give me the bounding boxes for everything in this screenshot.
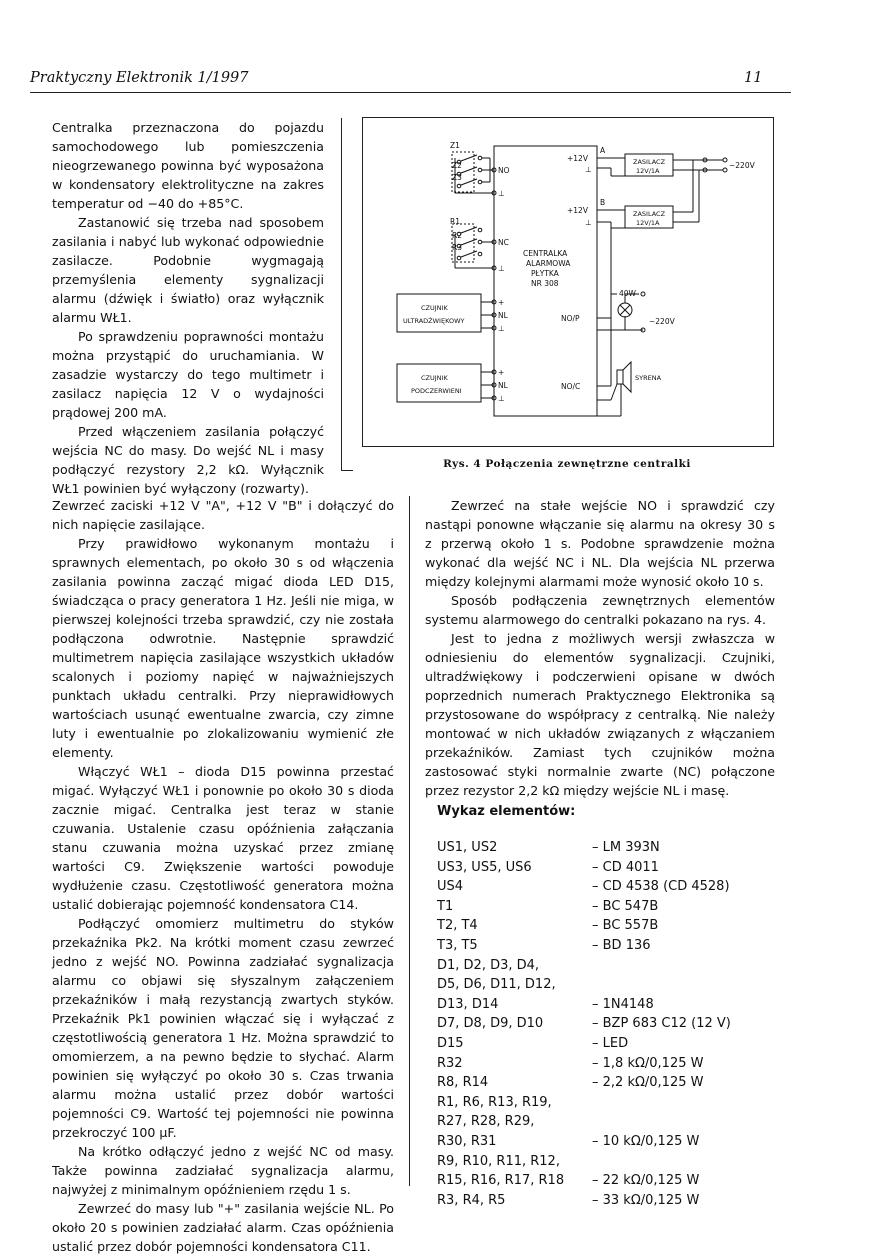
parts-list-row: [437, 1034, 777, 1054]
part-value: [592, 956, 777, 976]
part-designators: T2, T4: [437, 918, 478, 934]
part-designators: R1, R6, R13, R19,: [437, 1094, 552, 1110]
sensor-1-label: ULTRADŹWIĘKOWY: [403, 317, 465, 325]
part-designators: D15: [437, 1035, 464, 1051]
part-value: – 33 kΩ/0,125 W: [592, 1192, 700, 1208]
part-value: [592, 1093, 777, 1113]
input-label: NC: [498, 238, 509, 247]
part-value: – BD 136: [592, 937, 651, 953]
input-label: ⊥: [498, 189, 505, 198]
paragraph: Zastanowić się trzeba nad sposobem zasilania i nabyć lub wykonać odpowiednie zasilacze. Podobnie wygmagają przemyślenia elementy sygnalizacji alarmu (dźwięk i światło) oraz wyłącznik alarmu WŁ1.: [52, 215, 324, 325]
figure-frame: [362, 117, 774, 447]
journal-title: Praktyczny Elektronik 1/1997: [30, 70, 249, 86]
input-label: ⊥: [498, 324, 505, 333]
part-designators: R15, R16, R17, R18: [437, 1173, 565, 1189]
psu-b-text: ZASILACZ: [633, 210, 666, 218]
part-designators: R3, R4, R5: [437, 1192, 506, 1208]
part-designators: US4: [437, 879, 464, 895]
part-value: – CD 4538 (CD 4528): [592, 879, 730, 895]
part-value: – BZP 683 C12 (12 V): [592, 1016, 731, 1032]
text-column-bottom-left: [52, 496, 394, 1256]
part-value: – LED: [592, 1035, 629, 1051]
parts-list-row: [437, 936, 777, 956]
part-designators: T3, T5: [437, 937, 478, 953]
psu-a-text: 12V/1A: [636, 167, 660, 175]
column-rule-top: [341, 118, 342, 470]
input-label: NL: [498, 381, 508, 390]
part-designators: D5, D6, D11, D12,: [437, 977, 556, 993]
part-value: – 1N4148: [592, 996, 654, 1012]
parts-list: [437, 838, 777, 1210]
parts-list-row: [437, 897, 777, 917]
part-value: – CD 4011: [592, 859, 659, 875]
parts-list-row: [437, 1191, 777, 1211]
input-label: ⊥: [498, 264, 505, 273]
lamp-label: 40W: [619, 289, 636, 298]
parts-list-row: [437, 1132, 777, 1152]
part-designators: D13, D14: [437, 996, 499, 1012]
part-designators: D1, D2, D3, D4,: [437, 957, 540, 973]
figure-caption: Rys. 4 Połączenia zewnętrzne centralki: [443, 458, 691, 470]
sensor-1-label: CZUJNIK: [421, 304, 448, 312]
parts-list-row: [437, 975, 777, 995]
siren-label: SYRENA: [635, 374, 662, 382]
switch-label: Z2: [452, 161, 462, 170]
paragraph: Na krótko odłączyć jedno z wejść NC od masy. Także powinna zadziałać sygnalizacja alarmu, najwyżej z minimalnym opóźnieniem rzędu 1 s.: [52, 1144, 394, 1197]
central-title: PŁYTKA: [531, 269, 559, 278]
part-designators: R27, R28, R29,: [437, 1114, 535, 1130]
output-label: NO/C: [561, 382, 581, 391]
psu-a-text: ZASILACZ: [633, 158, 666, 166]
paragraph: Zewrzeć zaciski +12 V "A", +12 V "B" i dołączyć do nich napięcie zasilające.: [52, 498, 394, 532]
wiring-diagram: [363, 118, 773, 446]
sensor-2-label: CZUJNIK: [421, 374, 448, 382]
switch-label: R3: [452, 243, 462, 252]
paragraph: Po sprawdzeniu poprawności montażu można przystąpić do uruchamiania. W zasadzie wystarczy do tego multimetr i zasilacz napięcia 12 V o wydajności prądowej 200 mA.: [52, 329, 324, 420]
part-value: – 2,2 kΩ/0,125 W: [592, 1075, 704, 1091]
node-label: A: [600, 146, 606, 155]
parts-list-row: [437, 877, 777, 897]
part-designators: T1: [437, 898, 454, 914]
switch-label: Z3: [452, 173, 462, 182]
part-value: – 1,8 kΩ/0,125 W: [592, 1055, 704, 1071]
parts-list-row: [437, 1093, 777, 1113]
parts-list-row: [437, 1014, 777, 1034]
supply-label: +12V: [567, 154, 588, 163]
page-number: 11: [744, 70, 763, 86]
node-label: B: [600, 198, 606, 207]
parts-list-row: [437, 1112, 777, 1132]
infrared-sensor-box: [397, 364, 481, 402]
parts-list-row: [437, 1054, 777, 1074]
header-rule: [30, 92, 791, 93]
parts-list-row: [437, 956, 777, 976]
ultrasonic-sensor-box: [397, 294, 481, 332]
text-column-bottom-right: [425, 496, 775, 800]
parts-list-row: [437, 1171, 777, 1191]
part-designators: D7, D8, D9, D10: [437, 1016, 544, 1032]
switch-label: R1: [450, 217, 460, 226]
supply-label: +12V: [567, 206, 588, 215]
central-title: NR 308: [531, 279, 559, 288]
rule-corner: [341, 470, 353, 471]
central-title: ALARMOWA: [526, 259, 571, 268]
part-value: – LM 393N: [592, 840, 660, 855]
switch-label: R2: [452, 231, 462, 240]
mains-label: ~220V: [729, 161, 755, 170]
switch-label: Z1: [450, 141, 460, 150]
psu-b-text: 12V/1A: [636, 219, 660, 227]
parts-list-title: Wykaz elementów:: [437, 804, 576, 819]
parts-list-row: [437, 1073, 777, 1093]
supply-label: ⊥: [585, 218, 592, 227]
paragraph: Włączyć WŁ1 – dioda D15 powinna przestać migać. Wyłączyć WŁ1 i ponownie po około 30 s dioda zacznie migać. Centralka jest teraz w stanie czuwania. Ustalenie czasu opóźnienia załączania stanu czuwania można uzyskać przez zmianę wartości C9. Zwiększenie wartości powoduje wydłużenie czasu. Częstotliwość generatora można ustalić dobierając pojemność kondensatora C14.: [52, 764, 394, 912]
input-label: NL: [498, 311, 508, 320]
part-designators: R32: [437, 1055, 463, 1071]
siren-symbol: [617, 370, 623, 384]
paragraph: Jest to jedna z możliwych wersji zwłaszcza w odniesieniu do elementów sygnalizacji. Czujniki, ultradźwiękowy i podczerwieni opisane w dwóch poprzednich numerach Praktycznego Elektronika są przystosowane do współpracy z centralką. Nie należy montować w nich układów związanych z włączaniem przekaźników. Zamiast tych czujników można zastosować styki normalnie zwarte (NC) połączone przez rezystor 2,2 kΩ między wejście NL i masę.: [425, 631, 775, 798]
central-title: CENTRALKA: [523, 249, 568, 258]
part-designators: R30, R31: [437, 1133, 497, 1149]
paragraph: Przed włączeniem zasilania połączyć wejścia NC do masy. Do wejść NL i masy podłączyć rezystory 2,2 kΩ. Wyłącznik WŁ1 powinien być wyłączony (rozwarty).: [52, 424, 324, 496]
text-column-top-left: [52, 118, 324, 498]
part-designators: US3, US5, US6: [437, 859, 532, 875]
supply-label: ⊥: [585, 165, 592, 174]
part-value: – 22 kΩ/0,125 W: [592, 1173, 700, 1189]
input-label: NO: [498, 166, 510, 175]
part-value: – 10 kΩ/0,125 W: [592, 1133, 700, 1149]
parts-list-row: [437, 858, 777, 878]
paragraph: Podłączyć omomierz multimetru do styków przekaźnika Pk2. Na krótki moment czasu zewrzeć jedno z wejść NO. Powinna zadziałać sygnalizacja alarmu co objawi się słyszalnym załączeniem przekaźników i małą rezystancją zwartych styków. Przekaźnik Pk1 powinien włączać się i wyłączać z częstotliwością generatora 1 Hz. Można sprawdzić to omomierzem, a na pewno będzie to słychać. Alarm powinien się wyłączyć po około 30 s. Czas trwania alarmu można ustalić przez dobór wartości pojemności C9. Wartość tej pojemności nie powinna przekroczyć 100 µF.: [52, 916, 394, 1140]
part-value: [592, 975, 777, 995]
part-designators: US1, US2: [437, 840, 498, 855]
parts-list-row: [437, 838, 777, 858]
sensor-2-label: PODCZERWIENI: [411, 387, 462, 395]
parts-list-row: [437, 916, 777, 936]
part-designators: R8, R14: [437, 1075, 489, 1091]
input-label: +: [498, 368, 505, 377]
part-value: [592, 1112, 777, 1132]
paragraph: Przy prawidłowo wykonanym montażu i sprawnych elementach, po około 30 s od włączenia zasilania powinna zacząć migać dioda LED D15, świadcząca o pracy generatora 1 Hz. Jeśli nie miga, w pierwszej kolejności trzeba sprawdzić, czy nie została podłączona odwrotnie. Następnie sprawdzić multimetrem napięcia zasilające wszystkich układów scalonych i poziomy napięć w najważniejszych punktach układu centralki. Przy nieprawidłowych wartościach usunąć ewentualne zwarcia, czy zimne luty i ewentualnie po zlokalizowaniu wymienić złe elementy.: [52, 536, 394, 760]
paragraph: Centralka przeznaczona do pojazdu samochodowego lub pomieszczenia nieogrzewanego powinna być wyposażona w kondensatory elektrolityczne na zakres temperatur od −40 do +85°C.: [52, 120, 324, 211]
part-designators: R9, R10, R11, R12,: [437, 1153, 560, 1169]
column-rule-bottom: [409, 496, 410, 1186]
paragraph: Zewrzeć na stałe wejście NO i sprawdzić czy nastąpi ponowne włączanie się alarmu na okresy 30 s z przerwą około 1 s. Podobne sprawdzenie można wykonać dla wejść NC i NL. Dla wejścia NL przerwa między kolejnymi alarmami może wynosić około 10 s.: [425, 498, 775, 589]
paragraph: Zewrzeć do masy lub "+" zasilania wejście NL. Po około 20 s powinien zadziałać alarm. Czas opóźnienia ustalić przez dobór pojemności kondensatora C11.: [52, 1201, 394, 1254]
part-value: [592, 1152, 777, 1172]
input-label: +: [498, 298, 505, 307]
output-label: NO/P: [561, 314, 580, 323]
part-value: – BC 547B: [592, 898, 659, 914]
parts-list-row: [437, 1152, 777, 1172]
paragraph: Sposób podłączenia zewnętrznych elementów systemu alarmowego do centralki pokazano na rys. 4.: [425, 593, 775, 627]
mains-label: ~220V: [649, 317, 675, 326]
part-value: – BC 557B: [592, 918, 659, 934]
parts-list-row: [437, 995, 777, 1015]
input-label: ⊥: [498, 394, 505, 403]
